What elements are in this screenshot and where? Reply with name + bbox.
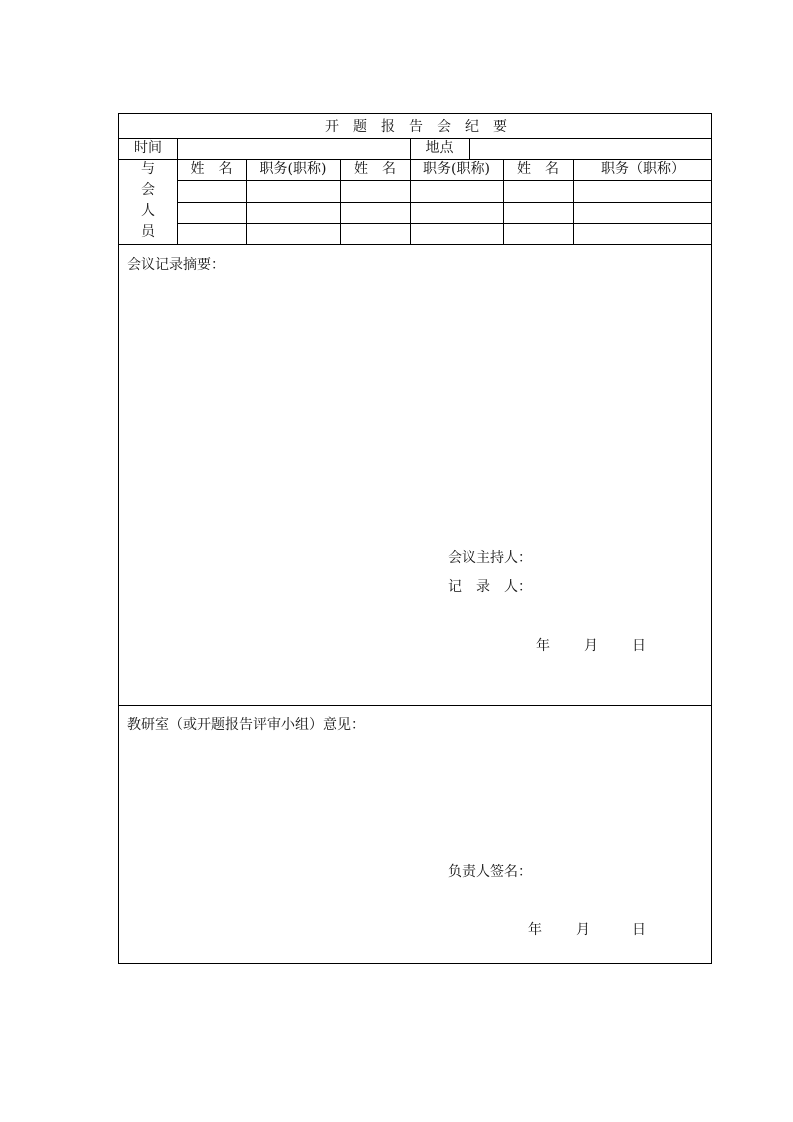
col-header-name: 姓 名 [517,161,559,177]
date-day: 日 [632,922,646,938]
row-divider [119,138,711,139]
row-divider [177,180,711,181]
col-header-title: 职务(职称) [423,161,490,177]
col-header-title: 职务(职称) [259,161,327,177]
recorder-label: 记 录 人： [448,579,532,595]
col-divider [469,138,470,159]
row-divider [119,244,711,245]
minutes-label: 会议记录摘要： [127,257,225,273]
date-month: 月 [576,922,590,938]
col-header-name: 姓 名 [354,161,396,177]
host-label: 会议主持人： [448,550,532,566]
form-title: 开题报告会纪要 [325,119,521,135]
col-header-name: 姓 名 [190,161,233,177]
time-label: 时间 [134,140,162,156]
col-header-title: 职务（职称） [601,161,685,177]
row-divider [119,705,711,706]
signer-label: 负责人签名： [448,864,532,880]
date-day: 日 [632,638,646,654]
date-year: 年 [528,922,542,938]
meeting-minutes-form [118,113,712,964]
row-divider [177,202,711,203]
date-month: 月 [584,638,598,654]
place-label: 地点 [425,140,454,156]
opinion-label: 教研室（或开题报告评审小组）意见： [127,717,365,733]
col-divider [177,138,178,244]
date-year: 年 [536,638,550,654]
attendees-label: 与 会 人 员 [141,161,155,240]
row-divider [119,159,711,160]
row-divider [177,223,711,224]
